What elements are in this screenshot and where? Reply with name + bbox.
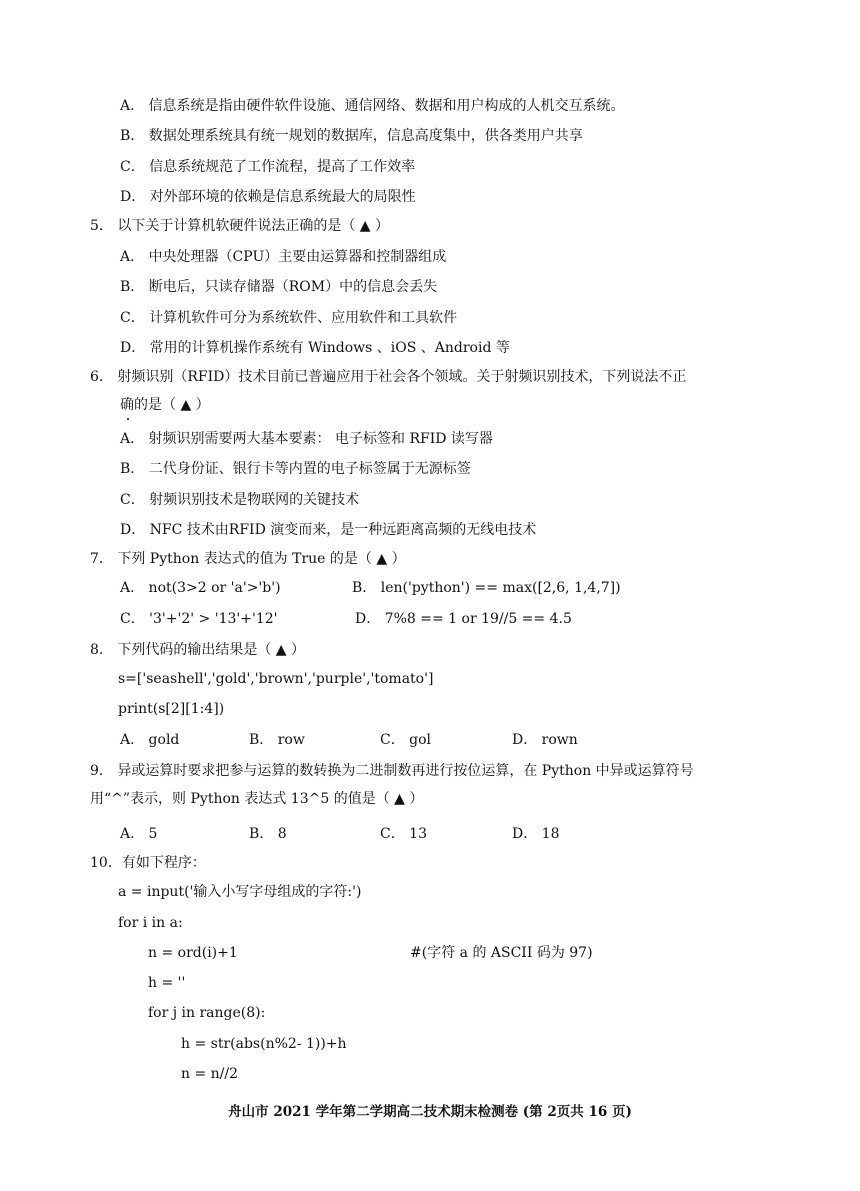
- q6-option-b: B． 二代身份证、银行卡等内置的电子标签属于无源标签: [120, 461, 471, 477]
- q10-code-line7: n = n//2: [181, 1066, 239, 1082]
- q9-stem-line1: 9． 异或运算时要求把参与运算的数转换为二进制数再进行按位运算，在 Python 中异或运算符号: [90, 763, 694, 779]
- q10-code-line5: for j in range(8):: [148, 1005, 266, 1021]
- q10-code-line2: for i in a:: [118, 915, 183, 931]
- q8-option-a: A． gold: [120, 732, 180, 748]
- q6-option-a: A． 射频识别需要两大基本要素： 电子标签和 RFID 读写器: [120, 431, 493, 447]
- q7-option-c: C． '3'+'2' > '13'+'12': [120, 611, 278, 627]
- q4-option-b: B． 数据处理系统具有统一规划的数据库，信息高度集中，供各类用户共享: [120, 128, 583, 144]
- q8-option-d: D． rown: [512, 732, 578, 748]
- q9-stem-line2: 用“^”表示，则 Python 表达式 13^5 的值是（ ▲ ）: [90, 791, 424, 807]
- q6-option-d: D． NFC 技术由RFID 演变而来，是一种远距离高频的无线电技术: [120, 522, 537, 538]
- q10-stem: 10．有如下程序：: [90, 855, 206, 871]
- q6-stem-line1: 6． 射频识别（RFID）技术目前已普遍应用于社会各个领域。关于射频识别技术，下列说法不正: [90, 369, 687, 385]
- q7-option-b: B． len('python') == max([2,6, 1,4,7]): [352, 580, 621, 596]
- q9-option-d: D． 18: [512, 826, 560, 842]
- q7-option-a: A． not(3>2 or 'a'>'b'): [120, 580, 281, 596]
- q8-code-line2: print(s[2][1:4]): [118, 701, 225, 717]
- q5-option-d: D． 常用的计算机操作系统有 Windows 、iOS 、Android 等: [120, 340, 510, 356]
- q8-stem: 8． 下列代码的输出结果是（ ▲ ）: [90, 642, 306, 658]
- q5-option-a: A． 中央处理器（CPU）主要由运算器和控制器组成: [120, 249, 447, 265]
- q10-code-line3: n = ord(i)+1: [148, 945, 238, 961]
- q8-option-c: C． gol: [380, 732, 432, 748]
- q10-code-line4: h = '': [148, 975, 186, 991]
- q4-option-d: D． 对外部环境的依赖是信息系统最大的局限性: [120, 189, 416, 205]
- q5-option-b: B． 断电后，只读存储器（ROM）中的信息会丢失: [120, 279, 438, 295]
- q6-stem-line2: 确的是（ ▲ ）: [120, 397, 210, 413]
- q9-option-c: C． 13: [380, 826, 427, 842]
- q10-code-line6: h = str(abs(n%2- 1))+h: [181, 1036, 347, 1052]
- q5-option-c: C． 计算机软件可分为系统软件、应用软件和工具软件: [120, 310, 458, 326]
- emphasis-dot: [127, 418, 129, 420]
- q5-stem: 5． 以下关于计算机软硬件说法正确的是（ ▲ ）: [90, 218, 390, 234]
- q9-option-b: B． 8: [249, 826, 287, 842]
- q7-stem: 7． 下列 Python 表达式的值为 True 的是（ ▲ ）: [90, 551, 406, 567]
- page-footer: 舟山市 2021 学年第二学期高二技术期末检测卷 (第 2页共 16 页): [228, 1104, 632, 1120]
- q6-option-c: C． 射频识别技术是物联网的关键技术: [120, 492, 360, 508]
- q7-option-d: D． 7%8 == 1 or 19//5 == 4.5: [355, 611, 572, 627]
- q4-option-a: A． 信息系统是指由硬件软件设施、通信网络、数据和用户构成的人机交互系统。: [120, 98, 625, 114]
- q10-code-comment: #(字符 a 的 ASCII 码为 97): [410, 945, 593, 961]
- q8-code-line1: s=['seashell','gold','brown','purple','tomato']: [118, 671, 434, 687]
- q9-option-a: A． 5: [120, 826, 158, 842]
- q10-code-line1: a = input('输入小写字母组成的字符:'): [118, 884, 362, 900]
- q4-option-c: C． 信息系统规范了工作流程，提高了工作效率: [120, 159, 416, 175]
- q8-option-b: B． row: [249, 732, 305, 748]
